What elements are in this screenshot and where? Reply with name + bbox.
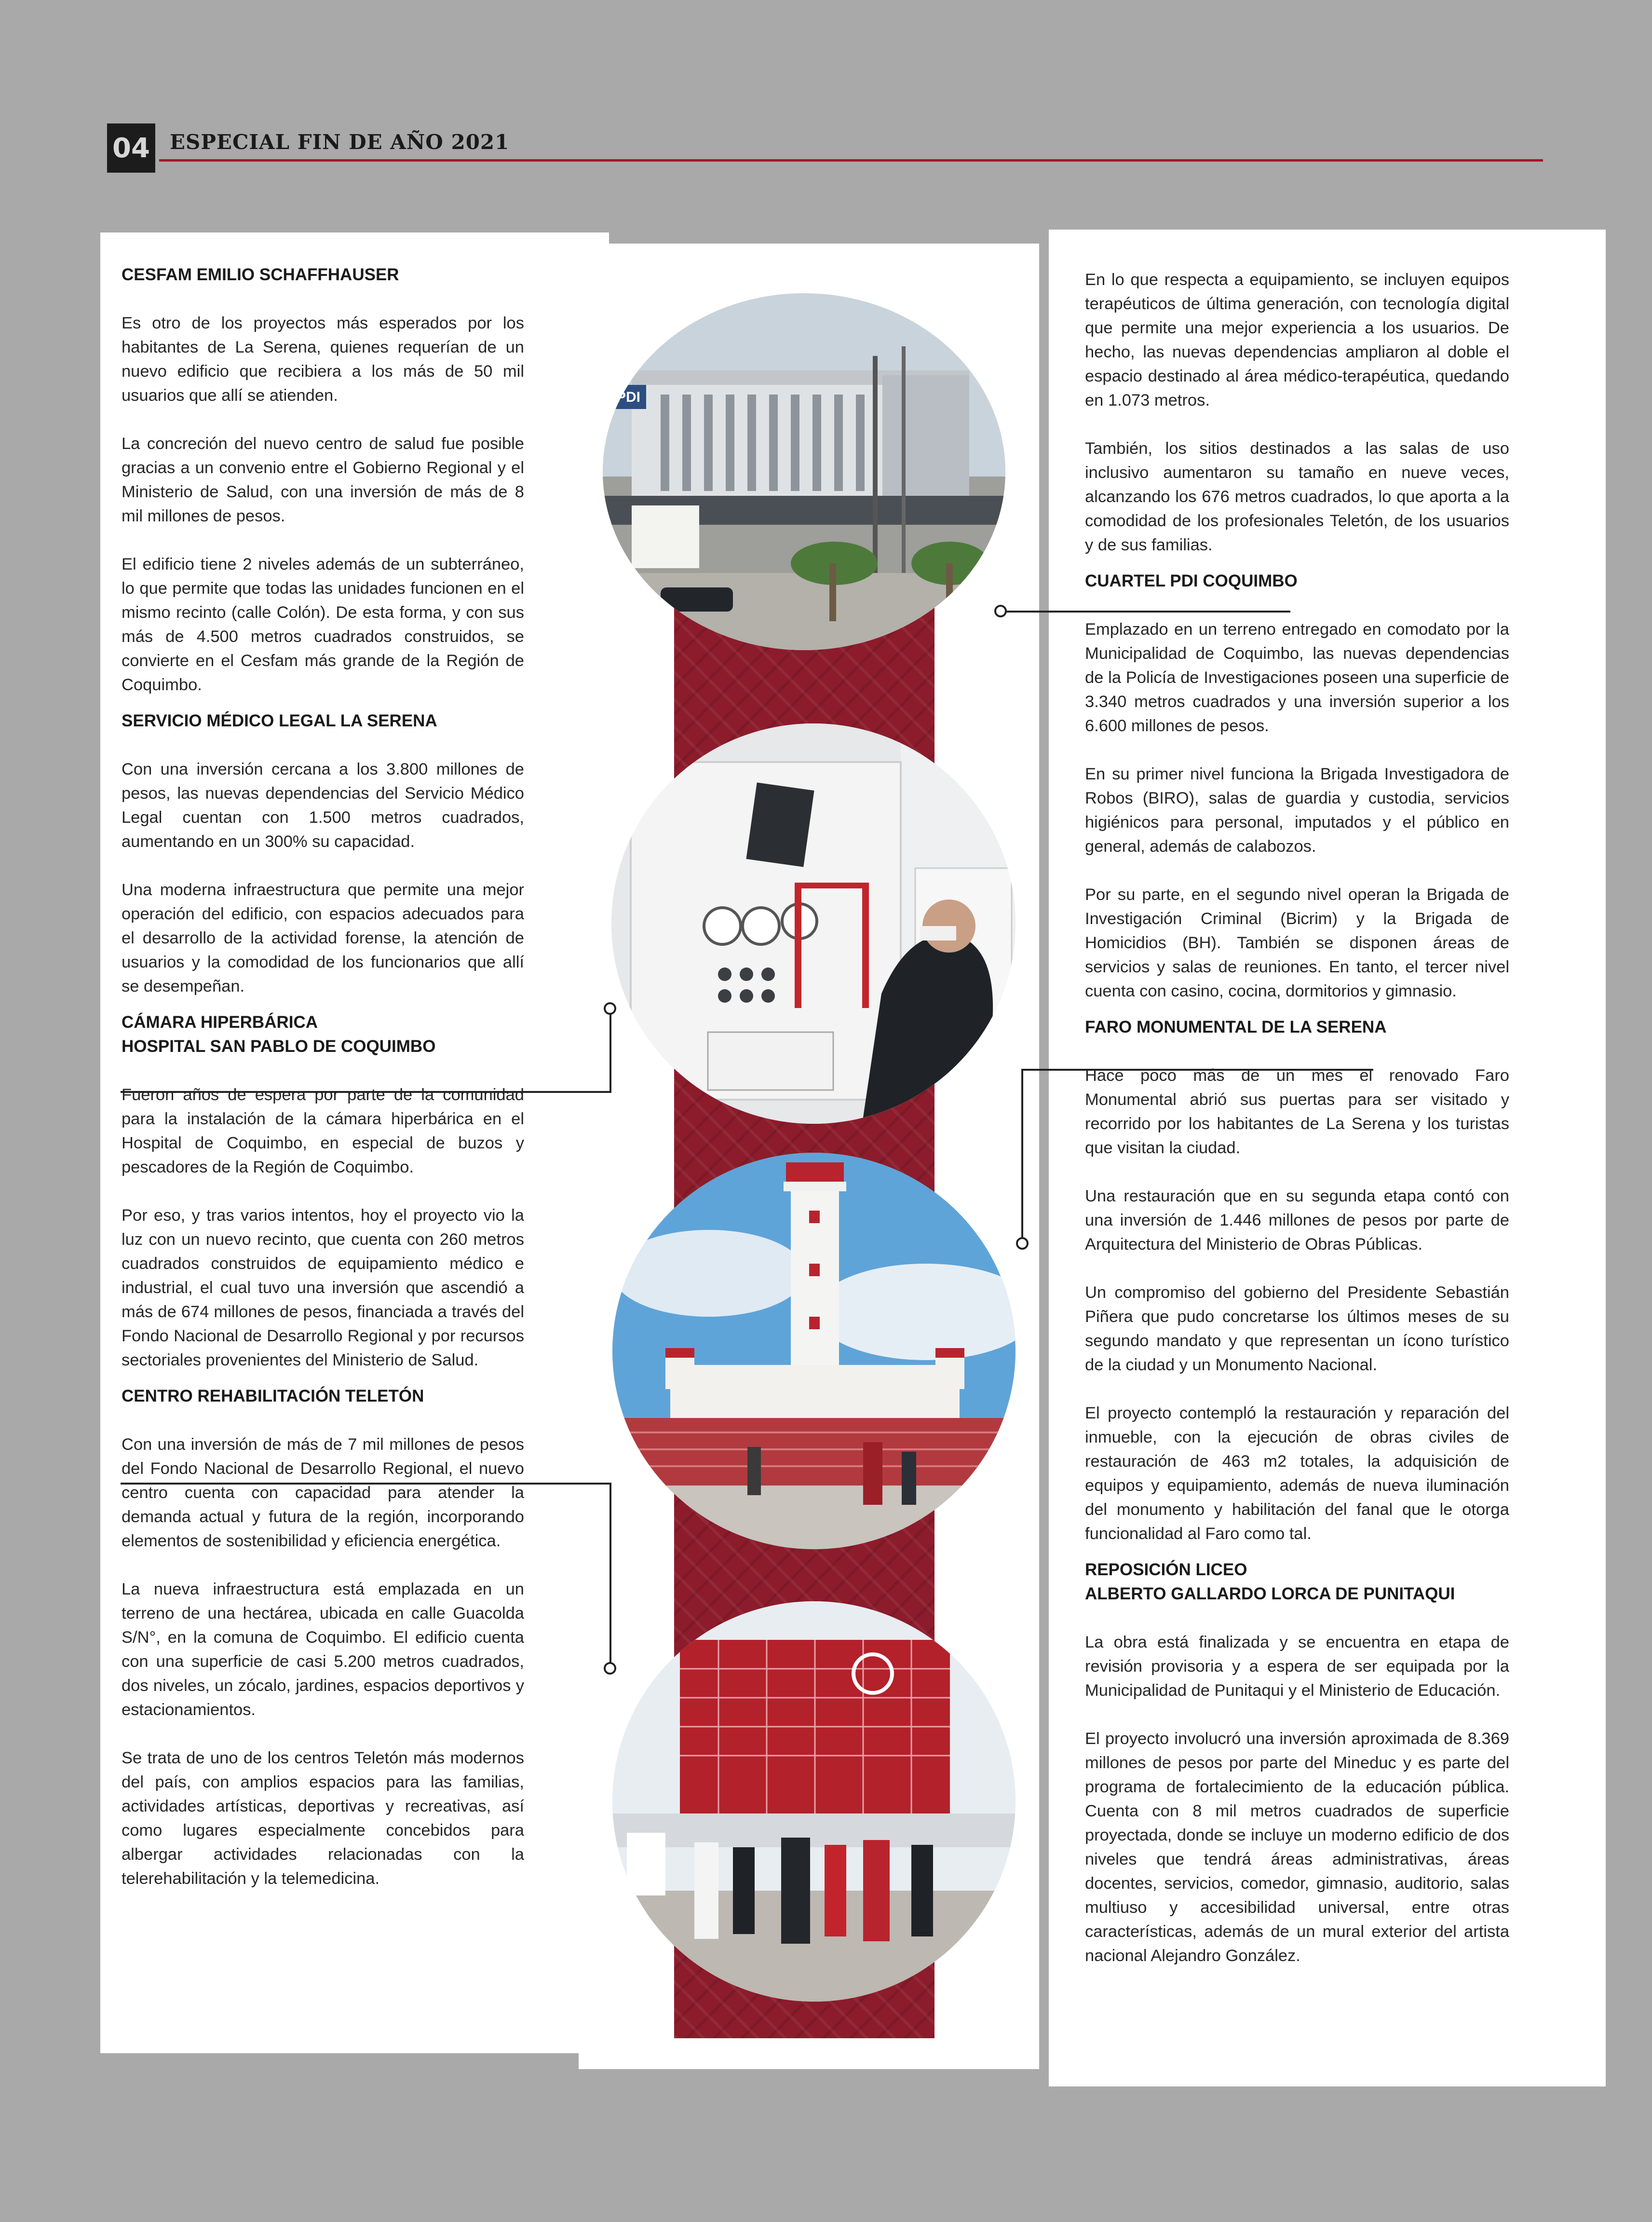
paragraph: Es otro de los proyectos más esperados por los habitantes de La Serena, quienes requerían de un nuevo edificio que recibiera a los más de 50 mil usuarios que allí se atienden. (122, 314, 524, 405)
heading-faro: FARO MONUMENTAL DE LA SERENA (1085, 1018, 1387, 1036)
pdi-sign-text: PDI (616, 389, 641, 405)
heading-line: CÁMARA HIPERBÁRICA (122, 1013, 318, 1032)
paragraph: La concreción del nuevo centro de salud fue posible gracias a un convenio entre el Gobierno Regional y el Ministerio de Salud, con una inversión de más de 8 mil millones de pesos. (122, 435, 524, 525)
paragraph: El proyecto involucró una inversión aproximada de 8.369 millones de pesos por parte del Mineduc y es parte del programa de fortalecimiento de la educación pública. Cuenta con 8 mil metros cuadrados de superficie proyectada, donde se incluye un moderno edificio de dos niveles que tendrá áreas administrativas, áreas docentes, servicios, comedor, gimnasio, auditorio, salas multiuso y accesibilidad universal, entre otras características, además de un mural exterior del artista nacional Alejandro González. (1085, 1730, 1509, 1965)
heading-sml: SERVICIO MÉDICO LEGAL LA SERENA (122, 711, 437, 730)
paragraph: También, los sitios destinados a las salas de uso inclusivo aumentaron su tamaño en nueve veces, alcanzando los 676 metros cuadrados, lo que aporta a la comodidad de los profesionales Teletón, de los usuarios y de sus familias. (1085, 439, 1509, 554)
paragraph: Con una inversión cercana a los 3.800 millones de pesos, las nuevas dependencias del Servicio Médico Legal cuentan con 1.500 metros cuadrados, aumentando en un 300% su capacidad. (122, 760, 524, 851)
section-cesfam (122, 263, 524, 697)
heading-camara (122, 1010, 524, 1059)
heading-teleton: CENTRO REHABILITACIÓN TELETÓN (122, 1387, 424, 1405)
section-faro (1085, 1015, 1509, 1546)
hyperbaric-chamber-photo (611, 723, 1016, 1124)
heading-line: HOSPITAL SAN PABLO DE COQUIMBO (122, 1037, 436, 1056)
teleton-center-photo (612, 1601, 1016, 2002)
page-number: 04 (107, 123, 155, 173)
paragraph: Por su parte, en el segundo nivel operan la Brigada de Investigación Criminal (Bicrim) y la Brigada de Homicidios (BH). También se disponen áreas de servicios y salas de reuniones. En tanto, el tercer nivel cuenta con casino, cocina, dormitorios y gimnasio. (1085, 886, 1509, 1000)
paragraph: Emplazado en un terreno entregado en comodato por la Municipalidad de Coquimbo, las nuevas dependencias de la Policía de Investigaciones poseen una superficie de 3.340 metros cuadrados y una inversión superior a los 6.600 millones de pesos. (1085, 620, 1509, 735)
paragraph: El edificio tiene 2 niveles además de un subterráneo, lo que permite que todas las unidades funcionen en el mismo recinto (calle Colón). De esta forma, y con sus más de 4.500 metros cuadrados construidos, se convierte en el Cesfam más grande de la Región de Coquimbo. (122, 555, 524, 694)
section-liceo (1085, 1558, 1509, 1968)
paragraph: Por eso, y tras varios intentos, hoy el proyecto vio la luz con un nuevo recinto, que cuenta con 260 metros cuadrados construidos de equipamiento médico e industrial, el cual tuvo una inversión que ascendió a más de 674 millones de pesos, financiada a través del Fondo Nacional de Desarrollo Regional y por recursos sectoriales provenientes del Ministerio de Salud. (122, 1206, 524, 1369)
section-camara (122, 1010, 524, 1372)
paragraph: Un compromiso del gobierno del Presidente Sebastián Piñera que pudo concretarse los últimos meses de su segundo mandato y que representan un ícono turístico de la ciudad y un Monumento Nacional. (1085, 1283, 1509, 1374)
heading-line: ALBERTO GALLARDO LORCA DE PUNITAQUI (1085, 1584, 1455, 1603)
paragraph: Una moderna infraestructura que permite una mejor operación del edificio, con espacios adecuados para el desarrollo de la actividad forense, la atención de usuarios y la comodidad de los funcionarios que allí se desempeñan. (122, 881, 524, 995)
header-rule (159, 159, 1543, 162)
heading-pdi: CUARTEL PDI COQUIMBO (1085, 572, 1298, 590)
heading-cesfam: CESFAM EMILIO SCHAFFHAUSER (122, 265, 399, 284)
pdi-building-photo (603, 293, 1005, 650)
paragraph: La obra está finalizada y se encuentra en etapa de revisión provisoria y a espera de ser equipada por la Municipalidad de Punitaqui y el Ministerio de Educación. (1085, 1633, 1509, 1700)
paragraph: Con una inversión de más de 7 mil millones de pesos del Fondo Nacional de Desarrollo Regional, el nuevo centro cuenta con capacidad para atender la demanda actual y futura de la región, incorporando elementos de sostenibilidad y eficiencia energética. (122, 1435, 524, 1550)
section-sml (122, 709, 524, 998)
paragraph: Una restauración que en su segunda etapa contó con una inversión de 1.446 millones de pesos por parte de Arquitectura del Ministerio de Obras Públicas. (1085, 1187, 1509, 1254)
section-pdi (1085, 569, 1509, 1003)
right-column (1085, 268, 1509, 1992)
paragraph: El proyecto contempló la restauración y reparación del inmueble, con la ejecución de obras civiles de restauración de 463 m2 totales, la adquisición de equipos y equipamiento, además de nueva iluminación del monumento y habilitación del fanal que le otorga funcionalidad al Faro como tal. (1085, 1404, 1509, 1543)
paragraph: Hace poco más de un mes el renovado Faro Monumental abrió sus puertas para ser visitado y recorrido por los habitantes de La Serena y los turistas que visitan la ciudad. (1085, 1066, 1509, 1157)
section-title: ESPECIAL FIN DE AÑO 2021 (170, 130, 510, 154)
paragraph: En su primer nivel funciona la Brigada Investigadora de Robos (BIRO), salas de guardia y custodia, servicios higiénicos para personal, imputados y el público en general, además de calabozos. (1085, 765, 1509, 856)
paragraph: En lo que respecta a equipamiento, se incluyen equipos terapéuticos de última generación, con tecnología digital que permite una mejor experiencia a los usuarios. De hecho, las nuevas dependencias ampliaron al doble el espacio destinado al área médico-terapéutica, quedando en 1.073 metros. (1085, 271, 1509, 409)
paragraph: Se trata de uno de los centros Teletón más modernos del país, con amplios espacios para las familias, actividades artísticas, deportivas y recreativas, así como lugares especialmente concebidos para albergar actividades relacionadas con la telerehabilitación y la telemedicina. (122, 1749, 524, 1888)
heading-liceo (1085, 1558, 1509, 1606)
left-column (122, 263, 524, 1915)
section-teleton-cont (1085, 268, 1509, 557)
paragraph: Fueron años de espera por parte de la comunidad para la instalación de la cámara hiperbárica en el Hospital de Coquimbo, en especial de buzos y pescadores de la Región de Coquimbo. (122, 1086, 524, 1176)
section-teleton (122, 1384, 524, 1891)
heading-line: REPOSICIÓN LICEO (1085, 1560, 1247, 1579)
lighthouse-photo (612, 1153, 1016, 1549)
paragraph: La nueva infraestructura está emplazada en un terreno de una hectárea, ubicada en calle Guacolda S/N°, en la comuna de Coquimbo. El edificio cuenta con una superficie de casi 5.200 metros cuadrados, dos niveles, un zócalo, jardines, espacios deportivos y estacionamientos. (122, 1580, 524, 1719)
